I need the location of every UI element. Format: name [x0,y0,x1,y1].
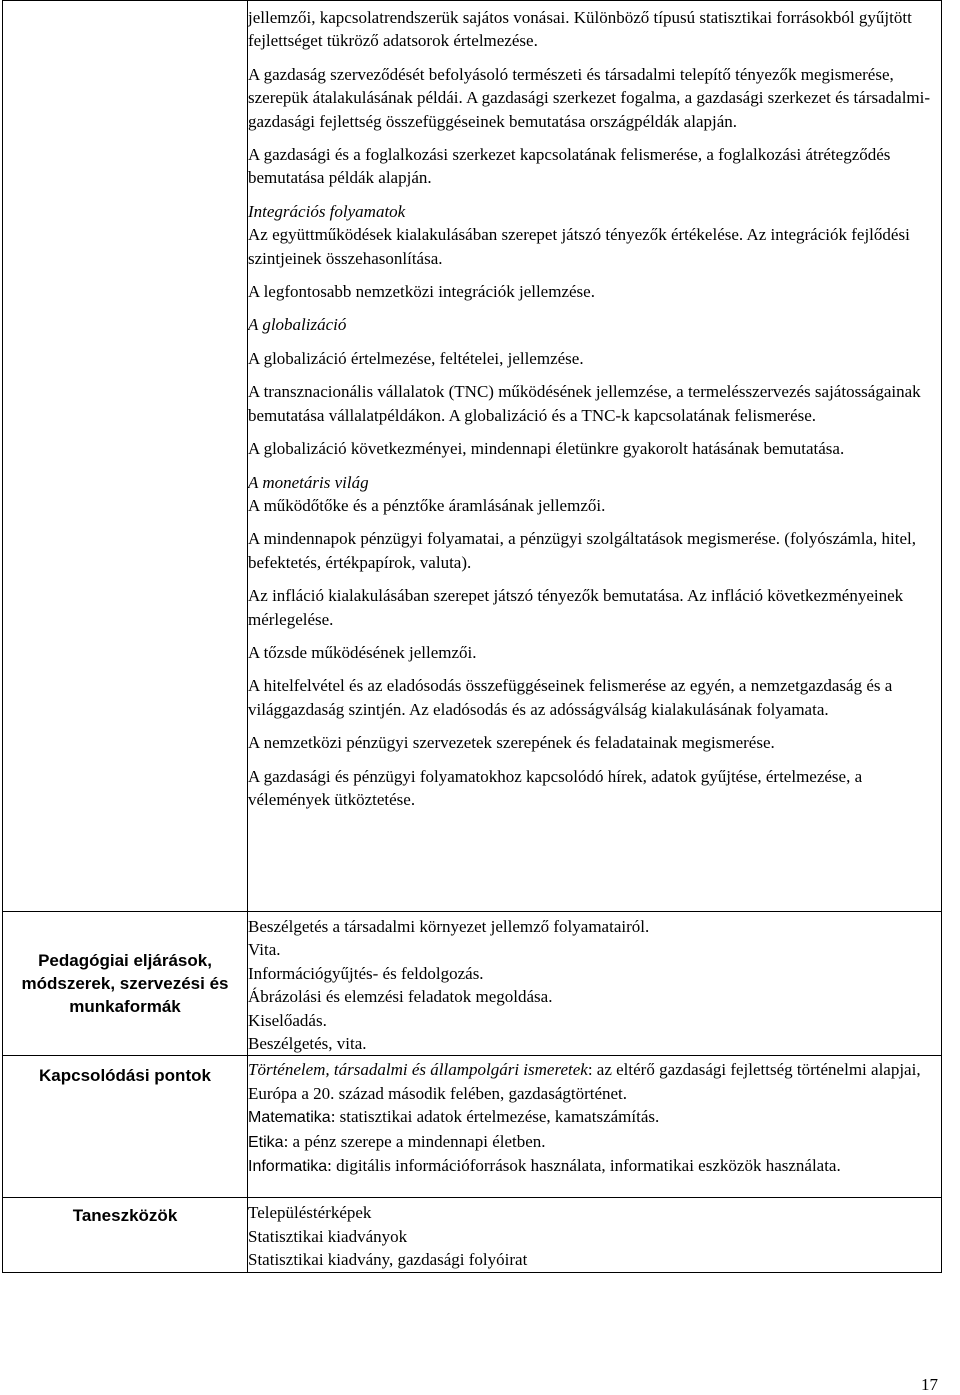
paragraph: A nemzetközi pénzügyi szervezetek szerepének és feladatainak megismerése. [248,733,775,753]
subject-text: : digitális információforrások használata, informatikai eszközök használata. [327,1156,841,1176]
paragraph: A mindennapok pénzügyi folyamatai, a pénzügyi szolgáltatások megismerése. (folyószámla, hitel, befektetés, értékpapírok, valuta). [248,529,916,572]
subject-name: Informatika [248,1158,328,1176]
section-heading-integracio: Integrációs folyamatok [248,201,406,221]
paragraph: A gazdasági és a foglalkozási szerkezet kapcsolatának felismerése, a foglalkozási átrétegződés bemutatása példák alapján. [248,145,891,188]
paragraph: A tőzsde működésének jellemzői. [248,642,477,662]
taneszkozok-row [3,1198,942,1272]
list-item: Statisztikai kiadványok [248,1226,408,1246]
pedagogia-label: Pedagógiai eljárások, módszerek, szervezési és munkaformák [3,912,248,1056]
list-item: Információgyűjtés- és feldolgozás. [248,963,484,983]
list-item: Vita. [248,940,281,960]
content-row [3,1,942,912]
paragraph: A transznacionális vállalatok (TNC) működésének jellemzése, a termelésszervezés sajátosságainak bemutatása vállalatpéldákon. A globalizáció és a TNC-k kapcsolatának felismerése. [248,382,921,425]
curriculum-table [2,0,942,1273]
kapcsolodasi-etika [248,1130,941,1154]
kapcsolodasi-matematika [248,1105,941,1129]
content-cell [248,1,942,912]
list-item: Statisztikai kiadvány, gazdasági folyóirat [248,1250,528,1270]
pedagogia-cell [248,912,942,1056]
kapcsolodasi-cell [248,1056,942,1198]
list-item: Beszélgetés, vita. [248,1034,367,1054]
paragraph: A gazdasági és pénzügyi folyamatokhoz kapcsolódó hírek, adatok gyűjtése, értelmezése, a vélemények ütköztetése. [248,766,863,809]
paragraph: A működőtőke és a pénztőke áramlásának jellemzői. [248,495,606,515]
list-item: Ábrázolási és elemzési feladatok megoldása. [248,987,553,1007]
paragraph: A legfontosabb nemzetközi integrációk jellemzése. [248,282,595,302]
kapcsolodasi-informatika [248,1154,941,1178]
subject-text: : a pénz szerepe a mindennapi életben. [283,1131,546,1151]
list-item: Kiselőadás. [248,1010,327,1030]
paragraph: A hitelfelvétel és az eladósodás összefüggéseinek felismerése az egyén, a nemzetgazdaság és a világgazdaság szintjén. Az eladósodás és az adósságválság kialakulásának folyamata. [248,676,893,719]
subject-name: Történelem, társadalmi és állampolgári ismeretek [248,1060,588,1080]
paragraph: A gazdaság szerveződését befolyásoló természeti és társadalmi telepítő tényezők megismerése, szerepük átalakulásának példái. A gazdasági szerkezet fogalma, a gazdasági szerkezet és társadalmi-gazdasági fejlettség összefüggéseinek bemutatása országpéldák alapján. [248,64,931,131]
paragraph: A globalizáció következményei, mindennapi életünkre gyakorolt hatásának bemutatása. [248,439,845,459]
kapcsolodasi-label: Kapcsolódási pontok [3,1056,248,1198]
subject-text: : az eltérő gazdasági fejlettség történelmi alapjai, Európa a 20. század második felében, gazdaságtörténet. [248,1060,921,1103]
section-heading-globalizacio: A globalizáció [248,315,347,335]
paragraph: A globalizáció értelmezése, feltételei, jellemzése. [248,348,584,368]
paragraph: Az együttműködések kialakulásában szerepet játszó tényezők értékelése. Az integrációk fejlődési szintjeinek összehasonlítása. [248,225,910,268]
pedagogia-row [3,912,942,1056]
paragraph: jellemzői, kapcsolatrendszerük sajátos vonásai. Különböző típusú statisztikai forrásokból gyűjtött fejlettséget tükröző adatsorok értelmezése. [248,8,912,51]
section-heading-monetaris: A monetáris világ [248,472,369,492]
subject-name: Matematika [248,1109,331,1127]
kapcsolodasi-row [3,1056,942,1198]
taneszkozok-cell [248,1198,942,1272]
kapcsolodasi-tortenelem [248,1058,941,1105]
page-number: 17 [921,1375,938,1394]
subject-text: : statisztikai adatok értelmezése, kamatszámítás. [330,1107,660,1127]
list-item: Településtérképek [248,1203,372,1223]
content-left-cell [3,1,248,912]
paragraph: Az infláció kialakulásában szerepet játszó tényezők bemutatása. Az infláció következményeinek mérlegelése. [248,586,904,629]
subject-name: Etika [248,1133,284,1151]
list-item: Beszélgetés a társadalmi környezet jellemző folyamatairól. [248,917,650,936]
taneszkozok-label: Taneszközök [3,1198,248,1272]
